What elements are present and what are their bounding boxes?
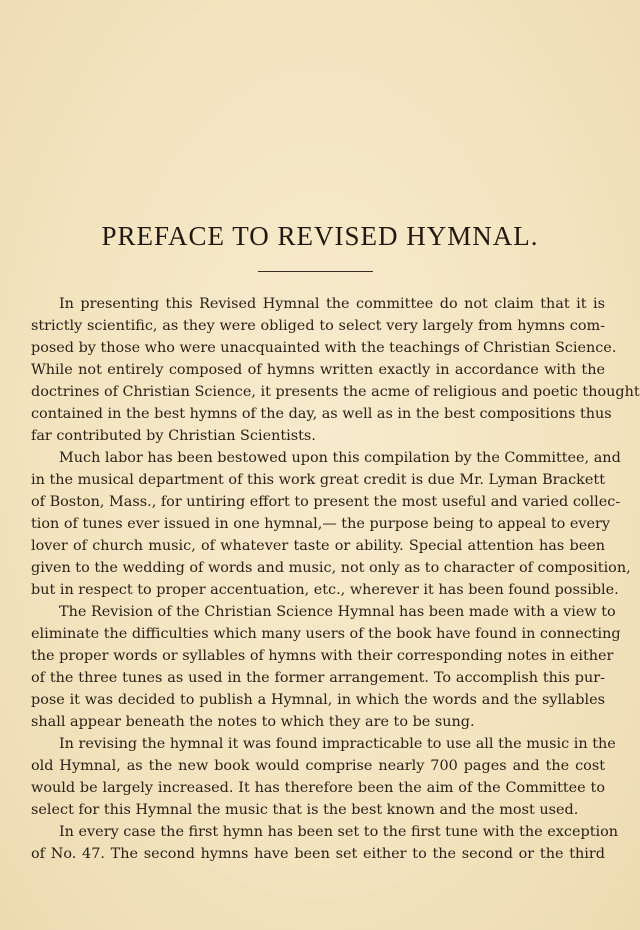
text-line: The Revision of the Christian Science Hymnal has been made with a view to xyxy=(59,604,616,620)
text-line: would be largely increased. It has therefore been the aim of the Committee to xyxy=(31,780,605,796)
text-line: In every case the first hymn has been set to the first tune with the exception xyxy=(59,824,619,840)
text-line: given to the wedding of words and music, not only as to character of composition, xyxy=(31,560,631,576)
text-line: old Hymnal, as the new book would comprise nearly 700 pages and the cost xyxy=(31,758,605,774)
text-line: far contributed by Christian Scientists. xyxy=(31,428,316,444)
preface-body xyxy=(31,293,640,865)
text-line: While not entirely composed of hymns written exactly in accordance with the xyxy=(31,362,605,378)
text-line: but in respect to proper accentuation, etc., wherever it has been found possible. xyxy=(31,582,619,598)
text-line: of Boston, Mass., for untiring effort to present the most useful and varied collec- xyxy=(31,494,621,510)
text-line: the proper words or syllables of hymns with their corresponding notes in either xyxy=(31,648,614,664)
text-line: pose it was decided to publish a Hymnal, in which the words and the syllables xyxy=(31,692,605,708)
text-line: of the three tunes as used in the former arrangement. To accomplish this pur- xyxy=(31,670,605,686)
text-line: tion of tunes ever issued in one hymnal,— the purpose being to appeal to every xyxy=(31,516,611,532)
text-line: doctrines of Christian Science, it presents the acme of religious and poetic thought xyxy=(31,384,640,400)
text-line: lover of church music, of whatever taste or ability. Special attention has been xyxy=(31,538,605,554)
text-line: in the musical department of this work great credit is due Mr. Lyman Brackett xyxy=(31,472,605,488)
text-line: of No. 47. The second hymns have been set either to the second or the third xyxy=(31,846,605,862)
text-line: In presenting this Revised Hymnal the committee do not claim that it is xyxy=(59,296,605,312)
text-line: contained in the best hymns of the day, as well as in the best compositions thus xyxy=(31,406,612,422)
text-line: shall appear beneath the notes to which they are to be sung. xyxy=(31,714,475,730)
text-line: Much labor has been bestowed upon this compilation by the Committee, and xyxy=(59,450,621,466)
page-title: PREFACE TO REVISED HYMNAL. xyxy=(101,221,539,251)
text-line: select for this Hymnal the music that is the best known and the most used. xyxy=(31,802,579,818)
text-line: strictly scientific, as they were obliged to select very largely from hymns com- xyxy=(31,318,605,334)
text-line: eliminate the difficulties which many users of the book have found in connecting xyxy=(31,626,621,642)
title-divider xyxy=(258,271,373,272)
text-line: posed by those who were unacquainted with the teachings of Christian Science. xyxy=(31,340,617,356)
text-line: In revising the hymnal it was found impracticable to use all the music in the xyxy=(59,736,616,752)
